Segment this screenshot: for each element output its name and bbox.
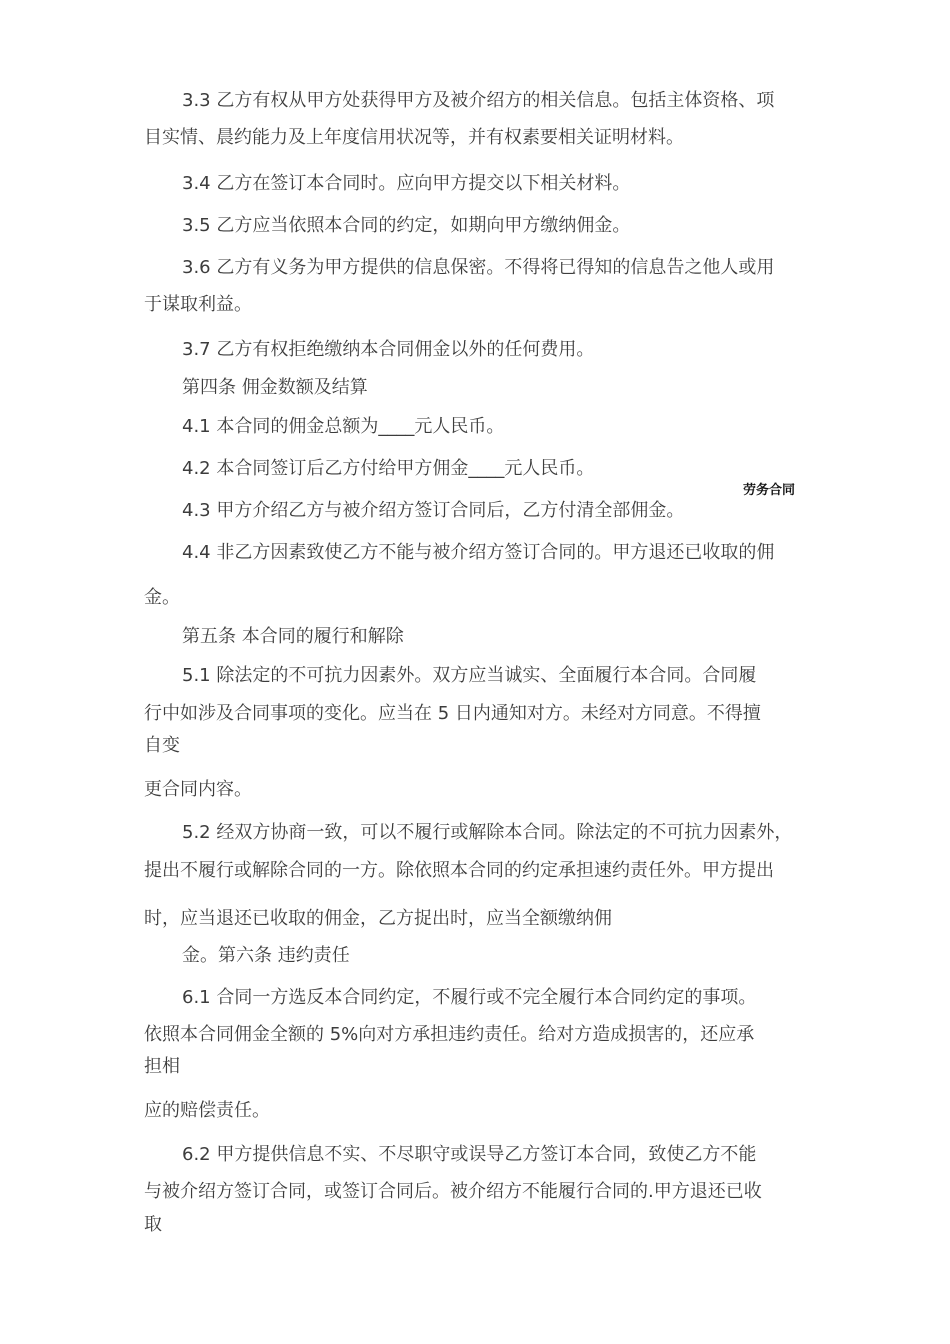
text-line-5-1-b: 行中如涉及合同事项的变化。应当在 5 日内通知对方。未经对方同意。不得擅 (144, 703, 761, 724)
text-line-3-6-b: 于谋取利益。 (144, 294, 252, 315)
text-line-3-6-a: 3.6 乙方有义务为甲方提供的信息保密。不得将已得知的信息告之他人或用 (182, 257, 775, 278)
text-line-4-3: 4.3 甲方介绍乙方与被介绍方签订合同后，乙方付清全部佣金。 (182, 500, 685, 521)
text-line-6-1-a: 6.1 合同一方选反本合同约定，不履行或不完全履行本合同约定的事项。 (182, 987, 757, 1008)
text-line-5-1-a: 5.1 除法定的不可抗力因素外。双方应当诚实、全面履行本合同。合同履 (182, 665, 757, 686)
text-line-3-7: 3.7 乙方有权拒绝缴纳本合同佣金以外的任何费用。 (182, 339, 595, 360)
text-line-5-2-d: 金。第六条 违约责任 (182, 945, 350, 966)
text-line-5-2-a: 5.2 经双方协商一致，可以不履行或解除本合同。除法定的不可抗力因素外， (182, 822, 793, 843)
text-line-5-1-c: 自变 (144, 735, 180, 756)
document-header-label: 劳务合同 (743, 483, 796, 498)
text-line-6-2-c: 取 (144, 1214, 162, 1235)
text-line-3-3-b: 目实情、晨约能力及上年度信用状况等，并有权素要相关证明材料。 (144, 127, 684, 148)
text-line-4-4-a: 4.4 非乙方因素致使乙方不能与被介绍方签订合同的。甲方退还已收取的佣 (182, 542, 775, 563)
text-line-5-2-b: 提出不履行或解除合同的一方。除依照本合同的约定承担速约责任外。甲方提出 (144, 860, 774, 881)
text-line-4-2: 4.2 本合同签订后乙方付给甲方佣金____元人民币。 (182, 458, 595, 479)
text-line-6-1-d: 应的赔偿责任。 (144, 1100, 270, 1121)
section-heading-5: 第五条 本合同的履行和解除 (182, 626, 404, 647)
text-line-5-1-d: 更合同内容。 (144, 779, 252, 800)
text-line-3-3-a: 3.3 乙方有权从甲方处获得甲方及被介绍方的相关信息。包括主体资格、项 (182, 90, 775, 111)
text-line-6-1-b: 依照本合同佣金全额的 5%向对方承担违约责任。给对方造成损害的，还应承 (144, 1024, 755, 1045)
text-line-4-4-b: 金。 (144, 587, 180, 608)
text-line-5-2-c: 时，应当退还已收取的佣金，乙方捉出时，应当全额缴纳佣 (144, 908, 612, 929)
text-line-6-2-a: 6.2 甲方提供信息不实、不尽职守或误导乙方签订本合同，致使乙方不能 (182, 1144, 757, 1165)
section-heading-4: 第四条 佣金数额及结算 (182, 377, 368, 398)
text-line-6-2-b: 与被介绍方签订合同，或签订合同后。被介绍方不能履行合同的.甲方退还已收 (144, 1181, 762, 1202)
text-line-6-1-c: 担相 (144, 1056, 180, 1077)
text-line-3-5: 3.5 乙方应当依照本合同的约定，如期向甲方缴纳佣金。 (182, 215, 631, 236)
text-line-4-1: 4.1 本合同的佣金总额为____元人民币。 (182, 416, 505, 437)
text-line-3-4: 3.4 乙方在签订本合同时。应向甲方提交以下相关材料。 (182, 173, 631, 194)
